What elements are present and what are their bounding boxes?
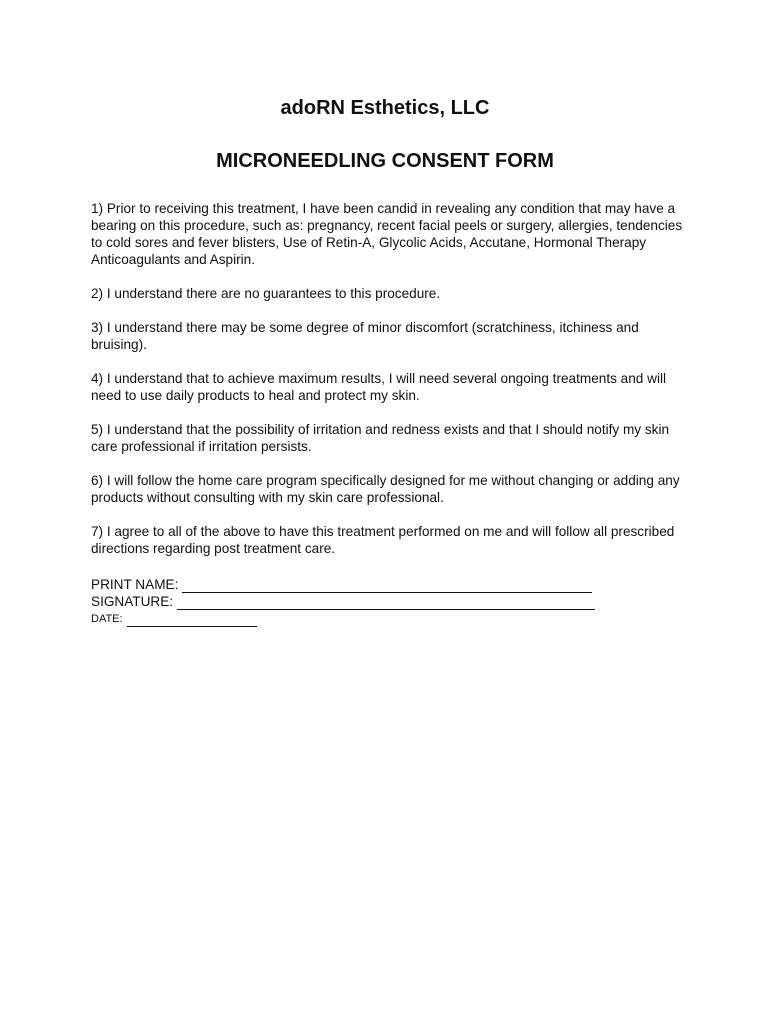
clause-7: 7) I agree to all of the above to have this treatment performed on me and will follow all prescribed directions regarding post treatment care. [91,524,675,556]
clause-4: 4) I understand that to achieve maximum results, I will need several ongoing treatments and will need to use daily products to heal and protect my skin. [91,371,666,403]
signature-label: SIGNATURE: [91,594,174,609]
date-line[interactable] [127,615,257,627]
print-name-line[interactable] [182,579,592,593]
clause-2: 2) I understand there are no guarantees to this procedure. [91,286,441,301]
signature-row [91,593,651,610]
clause-5: 5) I understand that the possibility of irritation and redness exists and that I should notify my skin care professional if irritation persists. [91,422,670,454]
clause-1: 1) Prior to receiving this treatment, I have been candid in revealing any condition that may have a bearing on this procedure, such as: pregnancy, recent facial peels or surgery, allergies, tendencies to cold sores and fever blisters, Use of Retin-A, Glycolic Acids, Accutane, Hormonal Therapy Anticoagulants and Aspirin. [91,201,683,267]
date-row [91,612,651,627]
clause-3: 3) I understand there may be some degree of minor discomfort (scratchiness, itchiness and bruising). [91,320,639,352]
signature-fields [91,576,651,627]
clause-6: 6) I will follow the home care program specifically designed for me without changing or adding any products without consulting with my skin care professional. [91,473,680,505]
signature-line[interactable] [177,596,595,610]
consent-clauses [91,200,691,574]
date-label: DATE: [91,613,123,625]
print-name-row [91,576,651,593]
print-name-label: PRINT NAME: [91,577,179,592]
form-title: MICRONEEDLING CONSENT FORM [216,150,554,172]
company-name: adoRN Esthetics, LLC [280,97,490,119]
